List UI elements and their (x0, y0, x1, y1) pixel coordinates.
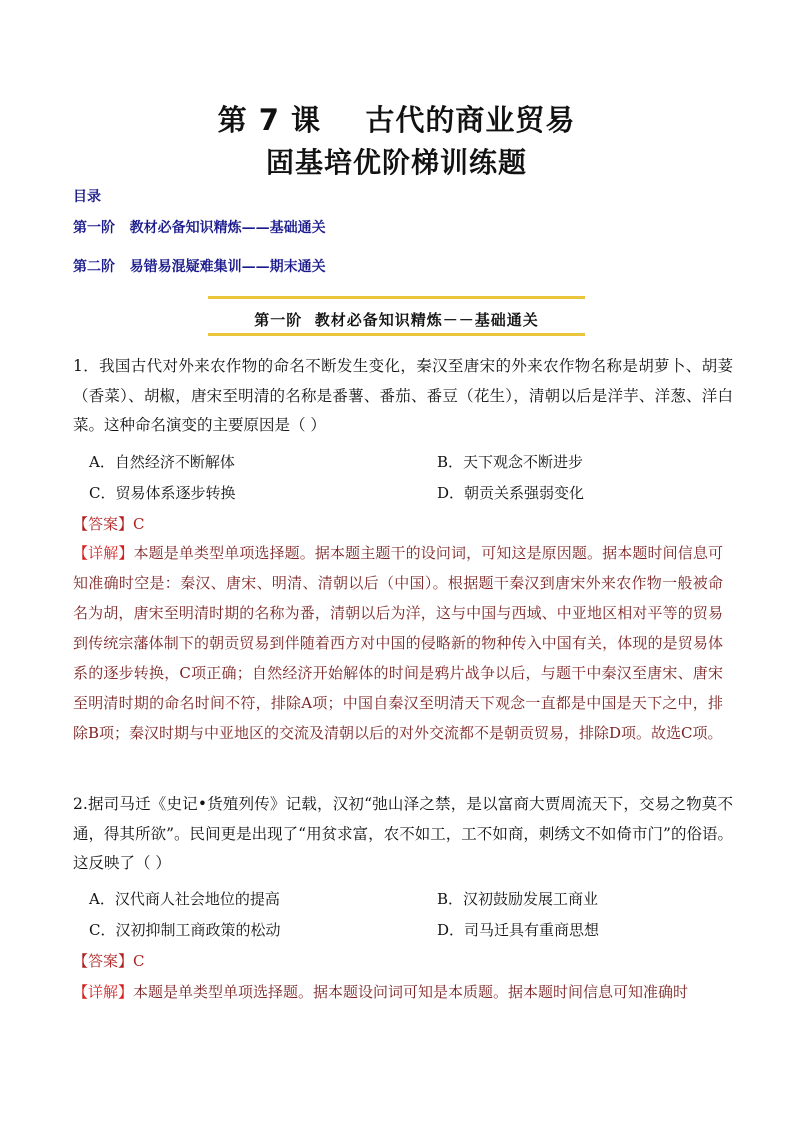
question-1-answer (73, 513, 145, 534)
detail-text: 本题是单类型单项选择题。据本题主题干的设问词，可知这是原因题。据本题时间信息可知准确时空是：秦汉、唐宋、明清、清朝以后（中国）。根据题干秦汉到唐宋外来农作物一般被命名为胡，唐宋至明清时期的名称为番，清朝以后为洋，这与中国与西域、中亚地区相对平等的贸易到传统宗藩体制下的朝贡贸易到伴随着西方对中国的侵略新的物种传入中国有关，体现的是贸易体系的逐步转换，C项正确；自然经济开始解体的时间是鸦片战争以后，与题干中秦汉至唐宋、唐宋至明清时期的命名时间不符，排除A项；中国自秦汉至明清天下观念一直都是中国是天下之中，排除B项；秦汉时期与中亚地区的交流及清朝以后的对外交流都不是朝贡贸易，排除D项。故选C项。 (73, 544, 723, 742)
question-2-option-d: D．司马迁具有重商思想 (437, 921, 600, 939)
question-2-option-c: C．汉初抑制工商政策的松动 (89, 921, 281, 939)
exercise-title: 固基培优阶梯训练题 (265, 146, 527, 179)
section-rule-top (208, 296, 585, 299)
question-1-option-b: B．天下观念不断进步 (437, 453, 584, 471)
toc-item-stage-1[interactable]: 第一阶 教材必备知识精炼——基础通关 (73, 220, 326, 236)
answer-label: 【答案】 (73, 515, 134, 533)
question-1-option-a: A．自然经济不断解体 (89, 453, 235, 471)
answer-value: C (133, 515, 145, 533)
question-2-answer (73, 950, 145, 971)
question-1-stem: 1．我国古代对外来农作物的命名不断发生变化，秦汉至唐宋的外来农作物名称是胡萝卜、胡荽（香菜）、胡椒，唐宋至明清的名称是番薯、番茄、番豆（花生），清朝以后是洋芋、洋葱、洋白菜。这种命名演变的主要原因是（ ） (73, 357, 733, 434)
detail-text: 本题是单类型单项选择题。据本题设问词可知是本质题。据本题时间信息可知准确时 (133, 983, 689, 1001)
toc-heading: 目录 (73, 189, 101, 205)
question-2-option-b: B．汉初鼓励发展工商业 (437, 890, 599, 908)
detail-label: 【详解】 (73, 983, 134, 1001)
question-2-stem: 2.据司马迁《史记•货殖列传》记载，汉初“弛山泽之禁，是以富商大贾周流天下，交易之物莫不通，得其所欲”。民间更是出现了“用贫求富，农不如工，工不如商，刺绣文不如倚市门”的俗语。这反映了（ ） (73, 795, 733, 872)
toc-item-stage-2[interactable]: 第二阶 易错易混疑难集训——期末通关 (73, 259, 326, 275)
question-2-option-a: A．汉代商人社会地位的提高 (89, 890, 280, 908)
detail-label: 【详解】 (73, 544, 134, 562)
section-title: 第一阶 教材必备知识精炼－－基础通关 (254, 311, 539, 329)
question-2-detail (73, 977, 723, 1007)
question-1-detail (73, 538, 723, 748)
question-1-option-d: D．朝贡关系强弱变化 (437, 484, 585, 502)
lesson-title: 第 7 课 古代的商业贸易 (217, 103, 576, 137)
section-header (208, 296, 585, 336)
question-1-option-c: C．贸易体系逐步转换 (89, 484, 236, 502)
answer-value: C (133, 952, 145, 970)
section-rule-bottom (208, 333, 585, 336)
answer-label: 【答案】 (73, 952, 134, 970)
